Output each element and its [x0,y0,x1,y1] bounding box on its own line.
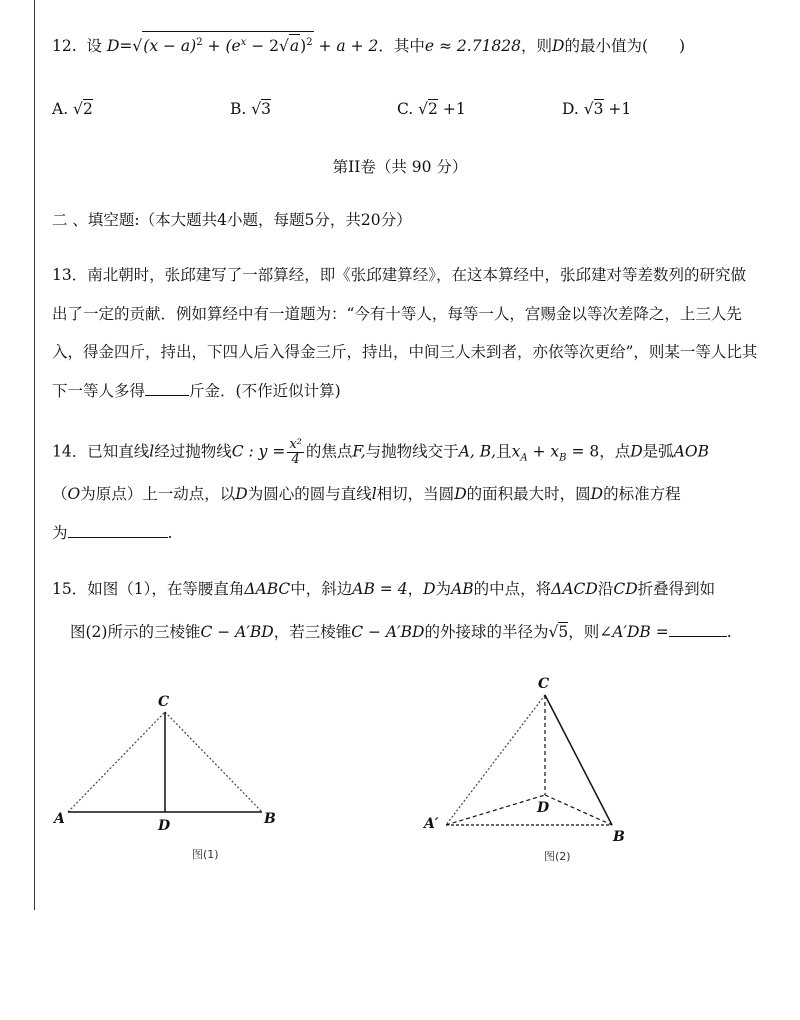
fig2-edge-cb [545,695,612,825]
fig2-edge-ad [446,795,545,825]
fig1-caption: 图(1) [192,848,219,861]
q13-line1: 13．南北朝时，张邱建写了一部算经，即《张邱建算经》，在这本算经中，张邱建对等差数列的研究做 [52,266,746,284]
q15-line2: 图(2)所示的三棱锥C − A′BD，若三棱锥C − A′BD的外接球的半径为√5，则∠A′DB = . [70,620,760,643]
option-d: D. √3 +1 [562,100,632,118]
q12-radical: $√(x - a)^2 + (e^x - 2√a)^2$ [132,31,313,57]
q14-line2: （O为原点）上一动点，以D为圆心的圆与直线l相切，当圆D的面积最大时，圆D的标准方程 [52,485,681,503]
q14-line3: 为 . [52,521,760,544]
option-a: A. √2 [52,100,93,118]
fig1-label-d: D [158,818,171,834]
q13-line2: 出了一定的贡献．例如算经中有一道题为：“今有十等人，每等一人，宫赐金以等次差降之，上三人先 [52,305,742,323]
fig1-edge-ac [68,712,165,812]
fig1-label-b: B [264,811,276,827]
q12-number: 12. [52,37,77,56]
fig2-caption: 图(2) [544,850,571,863]
fig2-edge-ca [446,695,545,825]
q13-line3: 入，得金四斤，持出，下四人后入得金三斤，持出，中间三人未到者，亦依等次更给”，则某一等人比其 [52,343,758,361]
q12-line: 12. 设 $D=√(x - a)^2 + (e^x - 2√a)^2 + a + 2$．其中e ≈ 2.71828，则D的最小值为( ) [52,31,760,57]
section-title: 第II卷（共 90 分） [332,158,468,176]
fig2-label-c: C [538,676,550,692]
fig2-edge-db [545,795,612,825]
fig2-label-d: D [537,800,550,816]
fig2-label-b: B [613,829,625,845]
fig1-label-a: A [54,811,65,827]
fig1-edge-cb [165,712,262,812]
q14-line1: 14．已知直线l经过抛物线C : y = $\frac{\text{x²}}{4}$ 的焦点F,与抛物线交于A, B,且$x_A + x_B = 8$，点D是弧AOB [52,437,709,467]
fig2-label-a-prime: A′ [424,816,439,832]
q15-line1: 15．如图（1），在等腰直角ΔABC中，斜边AB = 4，D为AB的中点，将ΔACD沿CD折叠得到如 [52,580,716,598]
option-b: B. √3 [230,100,272,118]
q13-line4: 下一等人多得 斤金．(不作近似计算) [52,379,760,402]
option-c: C. √2 +1 [397,100,466,118]
part2-heading: 二 、填空题:（本大题共4小题，每题5分，共20分） [52,211,412,229]
fraction-x2-over-4: $\frac{\text{x²}}{4}$ [289,437,302,467]
fig1-label-c: C [158,694,170,710]
